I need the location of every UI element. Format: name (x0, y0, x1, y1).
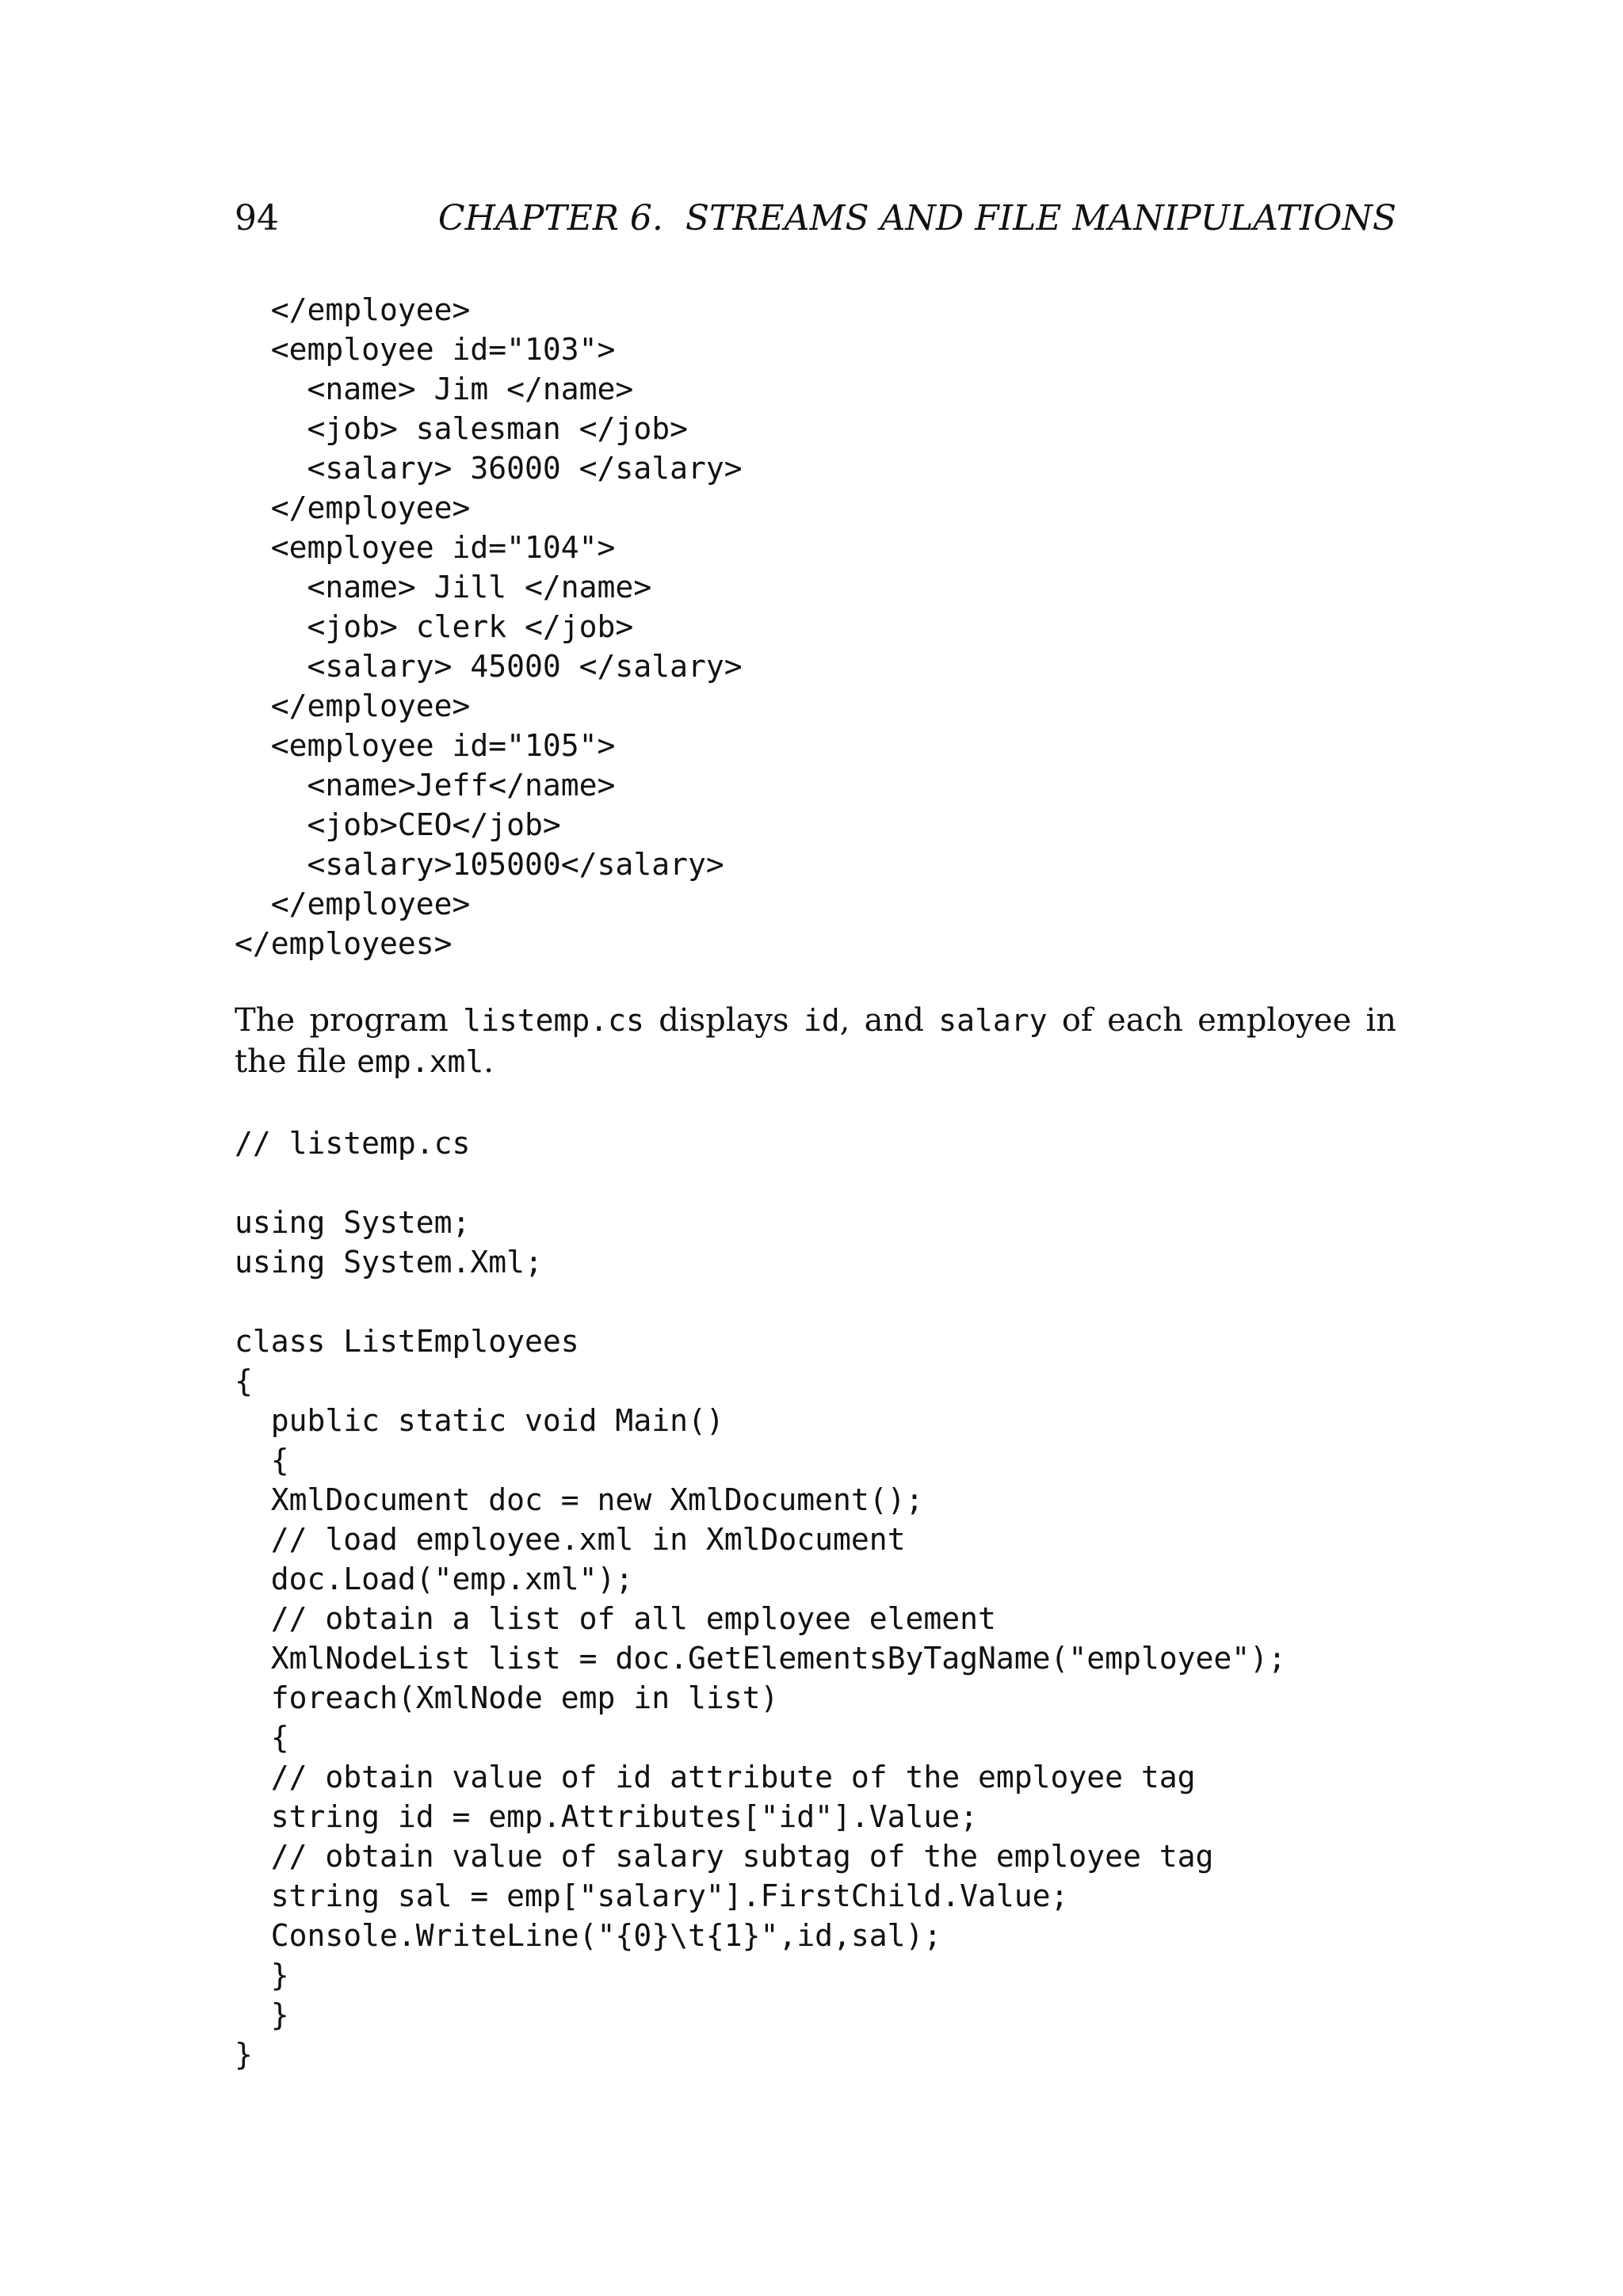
code-line: <name> Jim </name> (235, 372, 634, 406)
code-line: <name>Jeff</name> (235, 768, 616, 803)
code-line: <employee id="104"> (235, 530, 616, 565)
paragraph-text: . (483, 1043, 494, 1080)
xml-code-listing (235, 290, 743, 963)
code-line: <job> salesman </job> (235, 411, 688, 446)
code-line: string sal = emp["salary"].FirstChild.Value; (235, 1878, 1069, 1913)
code-line: foreach(XmlNode emp in list) (235, 1680, 779, 1715)
code-line: <job> clerk </job> (235, 609, 634, 644)
code-line: Console.WriteLine("{0}\t{1}",id,sal); (235, 1918, 942, 1953)
page-header (235, 198, 1396, 246)
code-line: // listemp.cs (235, 1126, 471, 1161)
code-line: <employee id="103"> (235, 332, 616, 367)
body-paragraph (235, 1000, 1396, 1082)
code-line: { (235, 1443, 289, 1478)
code-line: <salary> 45000 </salary> (235, 649, 743, 684)
running-head: CHAPTER 6. STREAMS AND FILE MANIPULATIONS (437, 198, 1396, 238)
code-line: </employees> (235, 926, 453, 961)
code-line: <name> Jill </name> (235, 570, 652, 605)
paragraph-text: displays (643, 1002, 804, 1039)
code-line: using System.Xml; (235, 1245, 543, 1280)
code-line: </employee> (235, 490, 471, 525)
code-line: doc.Load("emp.xml"); (235, 1562, 634, 1596)
paragraph-text: , and (839, 1002, 939, 1039)
code-line: // obtain a list of all employee element (235, 1601, 996, 1636)
code-line: <salary>105000</salary> (235, 847, 724, 882)
code-line: <job>CEO</job> (235, 807, 561, 842)
code-line: } (235, 2037, 253, 2072)
code-line: // load employee.xml in XmlDocument (235, 1522, 906, 1557)
code-line (235, 1282, 1286, 1322)
code-line: </employee> (235, 688, 471, 723)
paragraph-text: The program (235, 1002, 464, 1039)
code-line: } (235, 1997, 289, 2032)
code-line: class ListEmployees (235, 1324, 579, 1359)
inline-code-id: id (803, 1003, 840, 1038)
code-line: public static void Main() (235, 1403, 724, 1438)
code-line: } (235, 1958, 289, 1993)
inline-code-salary: salary (938, 1003, 1048, 1038)
code-line: XmlNodeList list = doc.GetElementsByTagName("employee"); (235, 1641, 1286, 1676)
code-line: </employee> (235, 887, 471, 921)
paragraph-text: of each employee in the file (235, 1002, 1397, 1080)
code-line: </employee> (235, 292, 471, 327)
code-line: // obtain value of id attribute of the employee tag (235, 1760, 1196, 1794)
code-line: // obtain value of salary subtag of the employee tag (235, 1839, 1214, 1874)
csharp-code-listing (235, 1123, 1286, 2074)
code-line: using System; (235, 1205, 471, 1240)
inline-code-xml-file: emp.xml (357, 1044, 484, 1079)
inline-code-filename: listemp.cs (463, 1003, 644, 1038)
code-line: <employee id="105"> (235, 728, 616, 763)
code-line: XmlDocument doc = new XmlDocument(); (235, 1482, 924, 1517)
code-line: { (235, 1363, 253, 1398)
code-line (235, 1163, 1286, 1203)
code-line: string id = emp.Attributes["id"].Value; (235, 1799, 978, 1834)
code-line: { (235, 1720, 289, 1755)
code-line: <salary> 36000 </salary> (235, 451, 743, 486)
page-number: 94 (235, 198, 279, 238)
